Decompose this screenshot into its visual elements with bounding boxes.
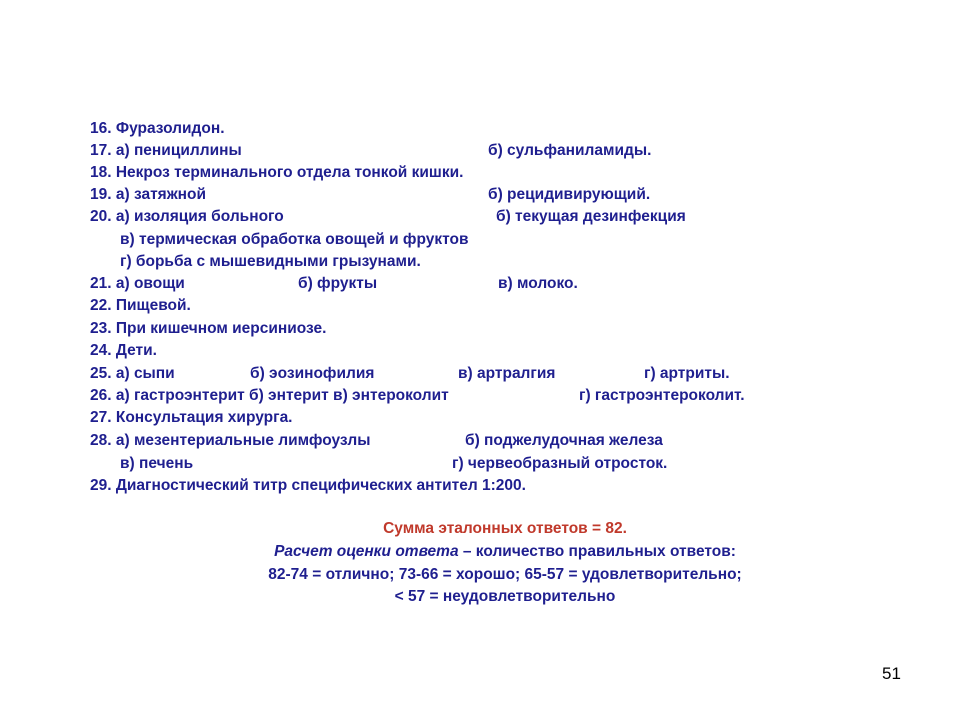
answer-25a: 25. а) сыпи [90, 365, 175, 382]
answer-17b: б) сульфаниламиды. [488, 142, 652, 159]
answer-26a: 26. а) гастроэнтерит б) энтерит в) энтероколит [90, 387, 449, 404]
answer-26d: г) гастроэнтероколит. [579, 387, 745, 404]
answer-19b: б) рецидивирующий. [488, 186, 651, 203]
answer-total: Сумма эталонных ответов = 82. [383, 520, 627, 537]
answer-20b: б) текущая дезинфекция [496, 208, 686, 225]
answer-22: 22. Пищевой. [90, 297, 191, 314]
answer-28a: 28. а) мезентериальные лимфоузлы [90, 432, 371, 449]
answer-21b: б) фрукты [298, 275, 378, 292]
answer-21c: в) молоко. [498, 275, 578, 292]
answer-18: 18. Некроз терминального отдела тонкой кишки. [90, 164, 464, 181]
fail-grade: < 57 = неудовлетворительно [394, 588, 616, 605]
answer-20d: г) борьба с мышевидными грызунами. [120, 253, 421, 270]
answer-25b: б) эозинофилия [250, 365, 375, 382]
answer-20c: в) термическая обработка овощей и фруктов [120, 231, 469, 248]
answer-21a: 21. а) овощи [90, 275, 185, 292]
answer-29: 29. Диагностический титр специфических антител 1:200. [90, 477, 526, 494]
page-number: 51 [882, 664, 901, 683]
score-calculation [0, 544, 960, 560]
answer-28c: в) печень [120, 455, 194, 472]
answer-17a: 17. а) пенициллины [90, 142, 242, 159]
answer-19a: 19. а) затяжной [90, 186, 207, 203]
answer-20a: 20. а) изоляция больного [90, 208, 284, 225]
answer-24: 24. Дети. [90, 342, 157, 359]
answer-23: 23. При кишечном иерсиниозе. [90, 320, 327, 337]
score-calculation-label: Расчет оценки ответа [274, 543, 459, 560]
answer-25c: в) артралгия [458, 365, 556, 382]
answer-25d: г) артриты. [644, 365, 730, 382]
answer-16: 16. Фуразолидон. [90, 120, 225, 137]
answer-28b: б) поджелудочная железа [465, 432, 663, 449]
answer-27: 27. Консультация хирурга. [90, 409, 293, 426]
answer-28d: г) червеобразный отросток. [452, 455, 668, 472]
score-calculation-rest: – количество правильных ответов: [458, 543, 736, 560]
grade-scale: 82-74 = отлично; 73-66 = хорошо; 65-57 = удовлетворительно; [268, 566, 742, 583]
